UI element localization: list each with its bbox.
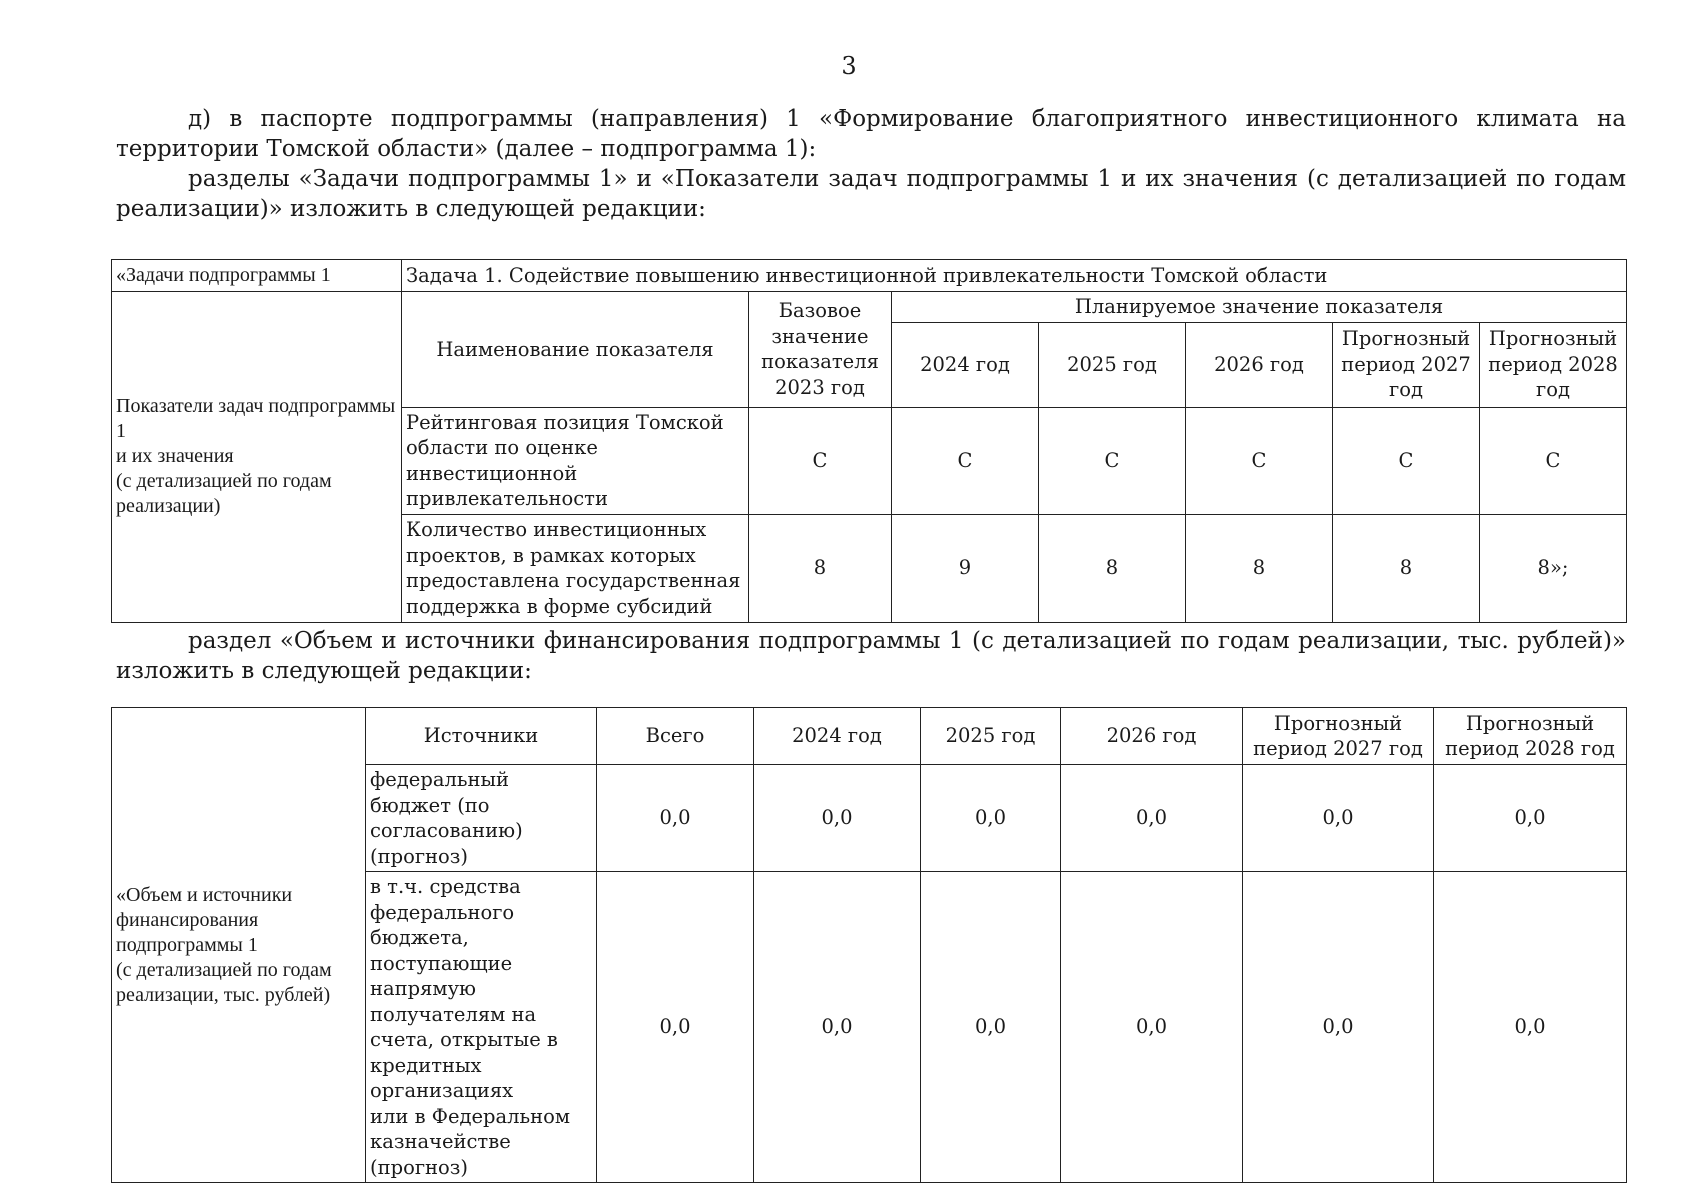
indicator-value: С [1186,407,1333,514]
source-name: в т.ч. средства федерального бюджета, поступающие напрямую получателям на счета, открытые в кредитных организациях или в Федеральном казначействе (прогноз) [366,872,597,1183]
financing-value: 0,0 [1434,765,1627,872]
financing-value: 0,0 [921,765,1061,872]
financing-value: 0,0 [1061,765,1243,872]
financing-table [111,707,1627,1183]
header-year: 2024 год [754,708,921,765]
indicator-value: С [749,407,892,514]
indicators-label: Показатели задач подпрограммы 1 и их значения (с детализацией по годам реализации) [112,292,402,623]
indicator-value: С [892,407,1039,514]
indicator-value: С [1333,407,1480,514]
financing-value: 0,0 [754,872,921,1183]
financing-value: 0,0 [754,765,921,872]
indicator-value: 9 [892,514,1039,622]
indicator-name: Рейтинговая позиция Томской области по оценке инвестиционной привлекательности [402,407,749,514]
financing-value: 0,0 [1243,872,1434,1183]
financing-value: 0,0 [1243,765,1434,872]
header-sources: Источники [366,708,597,765]
task-text: Задача 1. Содействие повышению инвестиционной привлекательности Томской области [402,260,1627,292]
indicator-name: Количество инвестиционных проектов, в рамках которых предоставлена государственная поддержка в форме субсидий [402,514,749,622]
intro-paragraph-1: д) в паспорте подпрограммы (направления) 1 «Формирование благоприятного инвестиционного климата на территории Томской области» (далее – подпрограмма 1): [116,106,1626,162]
source-name: федеральный бюджет (по согласованию) (прогноз) [366,765,597,872]
header-year: Прогнозный период 2027 год [1333,322,1480,407]
financing-paragraph: раздел «Объем и источники финансирования подпрограммы 1 (с детализацией по годам реализации, тыс. рублей)» изложить в следующей редакции: [116,628,1626,684]
financing-value: 0,0 [597,765,754,872]
financing-value: 0,0 [921,872,1061,1183]
indicator-value: 8 [1186,514,1333,622]
header-year: Прогнозный период 2028 год [1480,322,1627,407]
header-year: Прогнозный период 2027 год [1243,708,1434,765]
header-year: Прогнозный период 2028 год [1434,708,1627,765]
indicator-value: 8 [1333,514,1480,622]
page-number: 3 [841,52,857,80]
financing-value: 0,0 [1061,872,1243,1183]
header-year: 2026 год [1186,322,1333,407]
indicator-value: 8 [1039,514,1186,622]
header-total: Всего [597,708,754,765]
financing-value: 0,0 [1434,872,1627,1183]
header-year: 2024 год [892,322,1039,407]
header-indicator-name: Наименование показателя [402,292,749,408]
indicator-value: С [1480,407,1627,514]
financing-value: 0,0 [597,872,754,1183]
intro-paragraph-2: разделы «Задачи подпрограммы 1» и «Показатели задач подпрограммы 1 и их значения (с детализацией по годам реализации)» изложить в следующей редакции: [116,166,1626,222]
header-year: 2025 год [1039,322,1186,407]
tasks-label: «Задачи подпрограммы 1 [112,260,402,292]
header-base-value: Базовое значение показателя 2023 год [749,292,892,408]
header-year: 2025 год [921,708,1061,765]
indicator-value: 8 [749,514,892,622]
indicators-table [111,259,1627,623]
indicator-value: 8»; [1480,514,1627,622]
header-year: 2026 год [1061,708,1243,765]
indicator-value: С [1039,407,1186,514]
header-planned-value: Планируемое значение показателя [892,292,1627,323]
financing-label: «Объем и источники финансирования подпрограммы 1 (с детализацией по годам реализации, тыс. рублей) [112,708,366,1183]
